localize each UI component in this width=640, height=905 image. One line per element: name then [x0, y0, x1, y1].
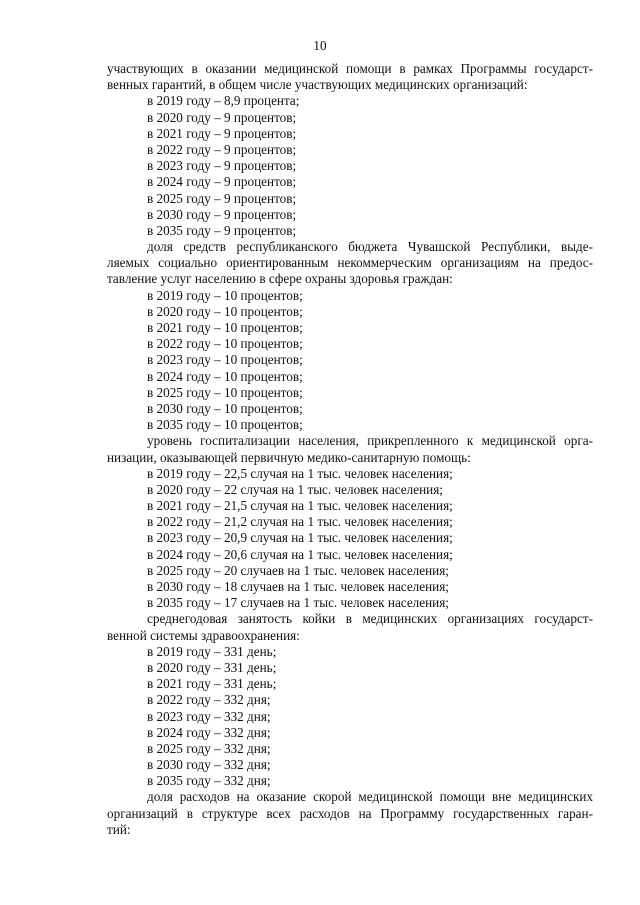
- list-item: в 2024 году – 9 процентов;: [147, 174, 297, 190]
- paragraph-line: организаций в структуре всех расходов на Программу государственных гаран-: [107, 805, 593, 821]
- paragraph-last-line: венной системы здравоохранения:: [107, 627, 300, 643]
- list-item: в 2030 году – 332 дня;: [147, 757, 271, 773]
- list-item: в 2023 году – 10 процентов;: [147, 352, 303, 368]
- list-item: в 2022 году – 21,2 случая на 1 тыс. человек населения;: [147, 514, 453, 530]
- paragraph-last-line: венных гарантий, в общем числе участвующих медицинских организаций:: [107, 77, 528, 93]
- list-item: в 2025 году – 20 случаев на 1 тыс. человек населения;: [147, 562, 449, 578]
- list-item: в 2035 году – 10 процентов;: [147, 417, 303, 433]
- list-item: в 2025 году – 9 процентов;: [147, 190, 297, 206]
- paragraph-last-line: тавление услуг населению в сфере охраны здоровья граждан:: [107, 271, 453, 287]
- list-item: в 2035 году – 9 процентов;: [147, 222, 297, 238]
- list-item: в 2035 году – 332 дня;: [147, 773, 271, 789]
- list-item: в 2025 году – 10 процентов;: [147, 384, 303, 400]
- list-item: в 2030 году – 18 случаев на 1 тыс. человек населения;: [147, 579, 449, 594]
- paragraph-line: ляемых социально ориентированным некоммерческим организациям на предос-: [107, 255, 593, 271]
- list-item: в 2024 году – 20,6 случая на 1 тыс. человек населения;: [147, 546, 453, 562]
- list-item: в 2030 году – 9 процентов;: [147, 206, 297, 222]
- paragraph-first-line: среднегодовая занятость койки в медицинских организациях государст-: [147, 611, 593, 627]
- paragraph-last-line: тий:: [107, 821, 131, 837]
- list-item: в 2022 году – 9 процентов;: [147, 141, 297, 157]
- list-item: в 2024 году – 10 процентов;: [147, 368, 303, 384]
- list-item: в 2030 году – 10 процентов;: [147, 400, 303, 416]
- list-item: в 2021 году – 21,5 случая на 1 тыс. человек населения;: [147, 498, 453, 514]
- paragraph-last-line: низации, оказывающей первичную медико-санитарную помощь:: [107, 449, 471, 465]
- list-item: в 2020 году – 10 процентов;: [147, 303, 303, 319]
- list-item: в 2020 году – 9 процентов;: [147, 109, 297, 125]
- list-item: в 2021 году – 10 процентов;: [147, 320, 303, 335]
- list-item: в 2025 году – 332 дня;: [147, 740, 271, 756]
- list-item: в 2035 году – 17 случаев на 1 тыс. человек населения;: [147, 595, 449, 611]
- document-body: [107, 61, 593, 838]
- list-item: в 2022 году – 332 дня;: [147, 692, 271, 708]
- list-item: в 2022 году – 10 процентов;: [147, 336, 303, 352]
- list-item: в 2019 году – 22,5 случая на 1 тыс. человек населения;: [147, 465, 453, 481]
- list-item: в 2020 году – 331 день;: [147, 659, 277, 675]
- list-item: в 2019 году – 8,9 процента;: [147, 93, 300, 109]
- list-item: в 2023 году – 9 процентов;: [147, 158, 297, 174]
- list-item: в 2021 году – 331 день;: [147, 676, 277, 692]
- paragraph-line: участвующих в оказании медицинской помощи в рамках Программы государст-: [107, 61, 593, 76]
- list-item: в 2024 году – 332 дня;: [147, 724, 271, 740]
- list-item: в 2019 году – 10 процентов;: [147, 287, 303, 303]
- list-item: в 2023 году – 332 дня;: [147, 708, 271, 724]
- paragraph-first-line: уровень госпитализации населения, прикрепленного к медицинской орга-: [147, 433, 593, 449]
- paragraph-first-line: доля средств республиканского бюджета Чувашской Республики, выде-: [147, 239, 593, 255]
- list-item: в 2021 году – 9 процентов;: [147, 125, 297, 141]
- list-item: в 2023 году – 20,9 случая на 1 тыс. человек населения;: [147, 530, 453, 546]
- list-item: в 2019 году – 331 день;: [147, 643, 277, 659]
- page-number: 10: [313, 38, 327, 53]
- paragraph-first-line: доля расходов на оказание скорой медицинской помощи вне медицинских: [147, 789, 593, 805]
- list-item: в 2020 году – 22 случая на 1 тыс. человек населения;: [147, 481, 443, 497]
